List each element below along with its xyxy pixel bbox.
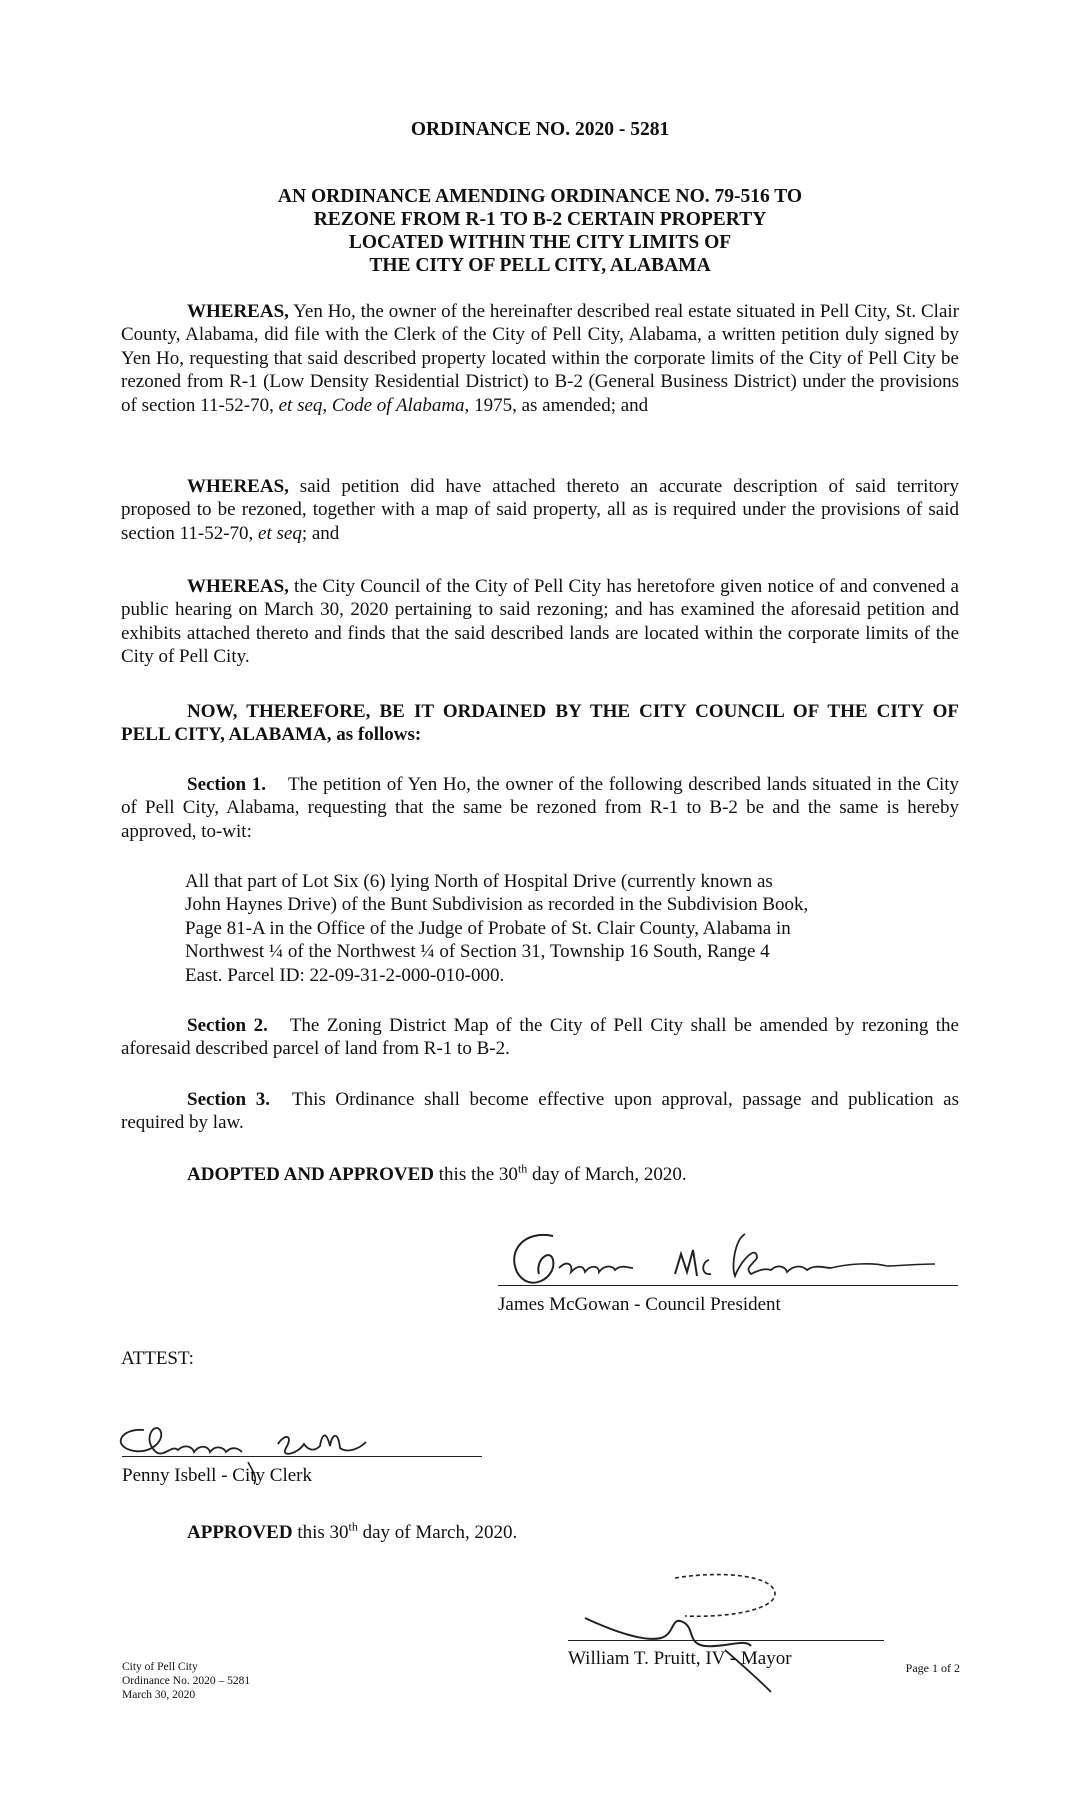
whereas-paragraph-2 — [121, 475, 959, 545]
title-line: LOCATED WITHIN THE CITY LIMITS OF — [348, 232, 732, 253]
footer-info — [122, 1660, 250, 1702]
president-signature-line — [498, 1285, 958, 1286]
title-line: AN ORDINANCE AMENDING ORDINANCE NO. 79-516 TO — [277, 186, 803, 207]
legal-line: Page 81-A in the Office of the Judge of Probate of St. Clair County, Alabama in — [185, 917, 791, 939]
legal-line: East. Parcel ID: 22-09-31-2-000-010-000. — [185, 964, 505, 986]
whereas-paragraph-3 — [121, 575, 959, 669]
whereas-paragraph-1 — [121, 300, 959, 417]
section-text: The Zoning District Map of the City of Pell City shall be amended by rezoning the aforesaid described parcel of land from R-1 to B-2. — [121, 1015, 959, 1060]
ordinal-suffix: th — [348, 1519, 358, 1534]
ordained-caps: NOW, THEREFORE, BE IT ORDAINED BY THE CITY COUNCIL OF THE CITY OF PELL CITY, ALABAMA, — [121, 701, 959, 746]
section-text: The petition of Yen Ho, the owner of the following described lands situated in the City of Pell City, Alabama, requesting that the same be rezoned from R-1 to B-2 be and the same is hereby approved, to-wit: — [121, 774, 960, 842]
citation-italic: et seq — [278, 394, 323, 416]
section-label: Section 3. — [187, 1089, 270, 1110]
ordained-tail: as follows: — [331, 724, 422, 746]
citation-italic: et seq — [258, 522, 302, 544]
ordinal-suffix: th — [517, 1161, 528, 1176]
president-signature — [495, 1220, 955, 1300]
ordinance-title — [0, 185, 1080, 277]
legal-line: Northwest ¼ of the Northwest ¼ of Section 31, Township 16 South, Range 4 — [185, 941, 770, 963]
attest-label: ATTEST: — [121, 1348, 194, 1369]
approved-line — [121, 1521, 959, 1544]
adopted-text: day of March, 2020. — [527, 1164, 687, 1185]
footer-line: March 30, 2020 — [122, 1689, 196, 1701]
section-2 — [121, 1014, 959, 1061]
ordained-clause — [121, 700, 959, 747]
clerk-signature-line — [122, 1456, 482, 1457]
mayor-signature-line — [568, 1640, 884, 1641]
footer-line: Ordinance No. 2020 – 5281 — [122, 1675, 251, 1687]
page-number: Page 1 of 2 — [905, 1661, 960, 1675]
section-label: Section 1. — [187, 774, 266, 795]
mayor-signature — [575, 1568, 815, 1698]
legal-description — [185, 870, 897, 987]
title-line: REZONE FROM R-1 TO B-2 CERTAIN PROPERTY — [313, 209, 767, 230]
approved-text: day of March, 2020. — [357, 1522, 518, 1543]
approved-lead: APPROVED — [187, 1522, 293, 1543]
adopted-lead: ADOPTED AND APPROVED — [187, 1164, 435, 1185]
clerk-name: Penny Isbell - City Clerk — [122, 1465, 312, 1486]
whereas-text: the City Council of the City of Pell City has heretofore given notice of and convened a public hearing on March 30, 2020 pertaining to said rezoning; and has examined the aforesaid petition and exhibits attached thereto and finds that the said described lands are located within the corporate limits of the City of Pell City. — [121, 576, 959, 668]
section-text: This Ordinance shall become effective upon approval, passage and publication as required by law. — [121, 1089, 959, 1134]
title-line: THE CITY OF PELL CITY, ALABAMA — [369, 255, 711, 276]
whereas-lead: WHEREAS, — [187, 576, 289, 597]
whereas-lead: WHEREAS, — [187, 476, 289, 497]
legal-line: John Haynes Drive) of the Bunt Subdivision as recorded in the Subdivision Book, — [185, 894, 809, 916]
whereas-text: ; and — [301, 522, 340, 544]
whereas-lead: WHEREAS, — [187, 301, 289, 322]
president-name: James McGowan - Council President — [498, 1294, 781, 1315]
legal-line: All that part of Lot Six (6) lying North of Hospital Drive (currently known as — [185, 871, 773, 892]
section-1 — [121, 773, 959, 843]
whereas-text: 1975, as amended; and — [469, 394, 649, 416]
footer-line: City of Pell City — [122, 1661, 198, 1673]
section-3 — [121, 1088, 959, 1135]
citation-italic: Code of Alabama, — [331, 394, 470, 416]
adopted-text: this the 30 — [434, 1164, 518, 1185]
section-label: Section 2. — [187, 1015, 268, 1036]
whereas-text: , — [322, 394, 332, 416]
whereas-text: Yen Ho, the owner of the hereinafter described real estate situated in Pell City, St. Clair County, Alabama, did file with the Clerk of the City of Pell City, Alabama, a written petition duly signed by Yen Ho, requesting that said described property located within the corporate limits of the City of Pell City be rezoned from R-1 (Low Density Residential District) to B-2 (General Business District) under the provisions of section 11-52-70, — [121, 301, 959, 416]
ordinance-number: ORDINANCE NO. 2020 - 5281 — [410, 119, 670, 140]
mayor-name: William T. Pruitt, IV - Mayor — [568, 1648, 792, 1669]
approved-text: this 30 — [292, 1522, 349, 1543]
adopted-line — [121, 1163, 959, 1186]
whereas-text: said petition did have attached thereto an accurate description of said territory proposed to be rezoned, together with a map of said property, all as is required under the provisions of said section 11-52-70, — [121, 476, 959, 544]
